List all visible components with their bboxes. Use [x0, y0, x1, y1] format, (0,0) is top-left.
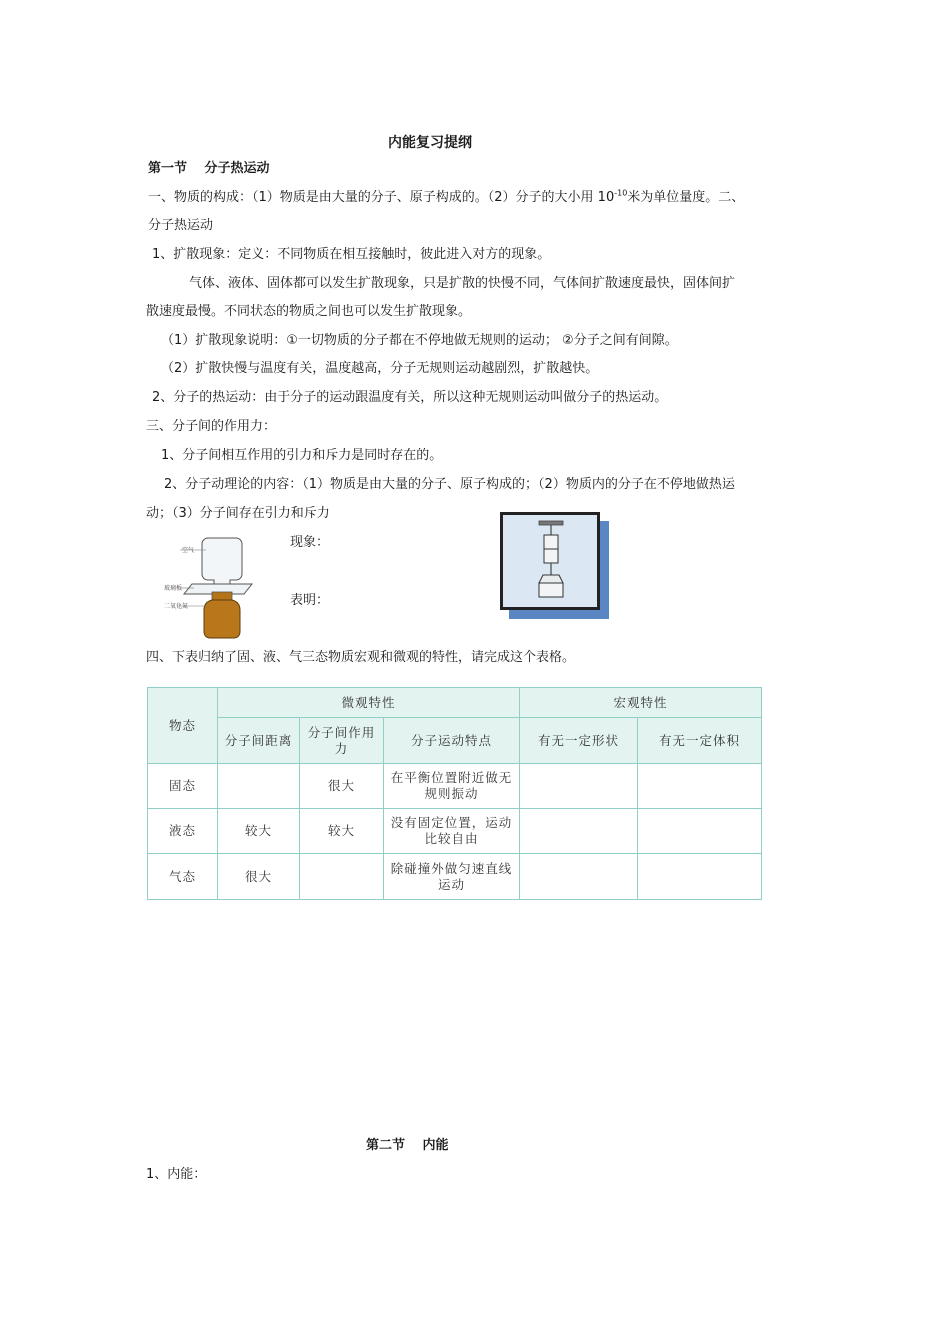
subheader-force: 分子间作用力 [300, 718, 384, 764]
paragraph-line: 1、分子间相互作用的引力和斥力是同时存在的。 [161, 448, 443, 463]
section2-heading: 第二节 内能 [366, 1138, 449, 1153]
cell-motion: 没有固定位置，运动比较自由 [384, 809, 520, 854]
page-title: 内能复习提纲 [388, 135, 472, 151]
header-state: 物态 [148, 688, 218, 764]
paragraph-line: 动；（3）分子间存在引力和斥力 [146, 506, 330, 521]
cell-state: 液态 [148, 809, 218, 854]
cell-force[interactable] [300, 854, 384, 900]
paragraph-line: 1、内能： [146, 1167, 207, 1182]
table-row [148, 854, 762, 900]
header-macro: 宏观特性 [520, 688, 762, 718]
paragraph-line: 三、分子间的作用力： [146, 419, 277, 434]
cell-shape[interactable] [520, 764, 638, 809]
section1-heading: 第一节 分子热运动 [148, 161, 270, 176]
subheader-shape: 有无一定形状 [520, 718, 638, 764]
subheader-volume: 有无一定体积 [638, 718, 762, 764]
table-row [148, 764, 762, 809]
cell-distance: 很大 [218, 854, 300, 900]
paragraph-line: （2）扩散快慢与温度有关，温度越高，分子无规则运动越剧烈，扩散越快。 [161, 361, 599, 376]
table-row [148, 809, 762, 854]
cell-distance: 较大 [218, 809, 300, 854]
subheader-motion: 分子运动特点 [384, 718, 520, 764]
paragraph-line: 气体、液体、固体都可以发生扩散现象，只是扩散的快慢不同，气体间扩散速度最快，固体间扩 [189, 276, 736, 291]
lead-cylinders-figure [500, 512, 600, 610]
paragraph-line: 2、分子的热运动：由于分子的运动跟温度有关，所以这种无规则运动叫做分子的热运动。 [152, 390, 668, 405]
cell-volume[interactable] [638, 809, 762, 854]
figure-label-air: 空气 [182, 547, 195, 554]
figure-label-no2: 二氧化氮 [164, 603, 189, 610]
cell-state: 固态 [148, 764, 218, 809]
paragraph-line: 散速度最慢。不同状态的物质之间也可以发生扩散现象。 [146, 304, 472, 319]
paragraph-line: 2、分子动理论的内容：（1）物质是由大量的分子、原子构成的；（2）物质内的分子在不停地做热运 [164, 477, 735, 492]
lead-cylinders-diagram [503, 515, 597, 607]
cell-force: 较大 [300, 809, 384, 854]
subheader-distance: 分子间距离 [218, 718, 300, 764]
paragraph-line [148, 188, 744, 208]
figure-label-glass: 玻璃板 [164, 585, 183, 592]
paragraph-line: 分子热运动 [148, 218, 214, 233]
cell-force: 很大 [300, 764, 384, 809]
indicates-label: 表明： [290, 593, 330, 608]
cell-shape[interactable] [520, 809, 638, 854]
paragraph-line: 1、扩散现象：定义：不同物质在相互接触时，彼此进入对方的现象。 [152, 247, 551, 262]
cell-shape[interactable] [520, 854, 638, 900]
text-run: 一、物质的构成：（1）物质是由大量的分子、原子构成的。（2）分子的大小用 10 [148, 190, 615, 205]
paragraph-line: （1）扩散现象说明：①一切物质的分子都在不停地做无规则的运动； ②分子之间有间隙。 [161, 333, 678, 348]
cell-volume[interactable] [638, 764, 762, 809]
header-micro: 微观特性 [218, 688, 520, 718]
cell-motion: 在平衡位置附近做无规则振动 [384, 764, 520, 809]
exponent: -10 [614, 188, 628, 198]
cell-volume[interactable] [638, 854, 762, 900]
text-run: 米为单位量度。二、 [627, 190, 745, 205]
paragraph-line: 四、下表归纳了固、液、气三态物质宏观和微观的特性，请完成这个表格。 [146, 650, 576, 665]
phenomenon-label: 现象： [290, 535, 330, 550]
cell-motion: 除碰撞外做匀速直线运动 [384, 854, 520, 900]
cell-distance[interactable] [218, 764, 300, 809]
states-table [147, 687, 762, 900]
cell-state: 气态 [148, 854, 218, 900]
